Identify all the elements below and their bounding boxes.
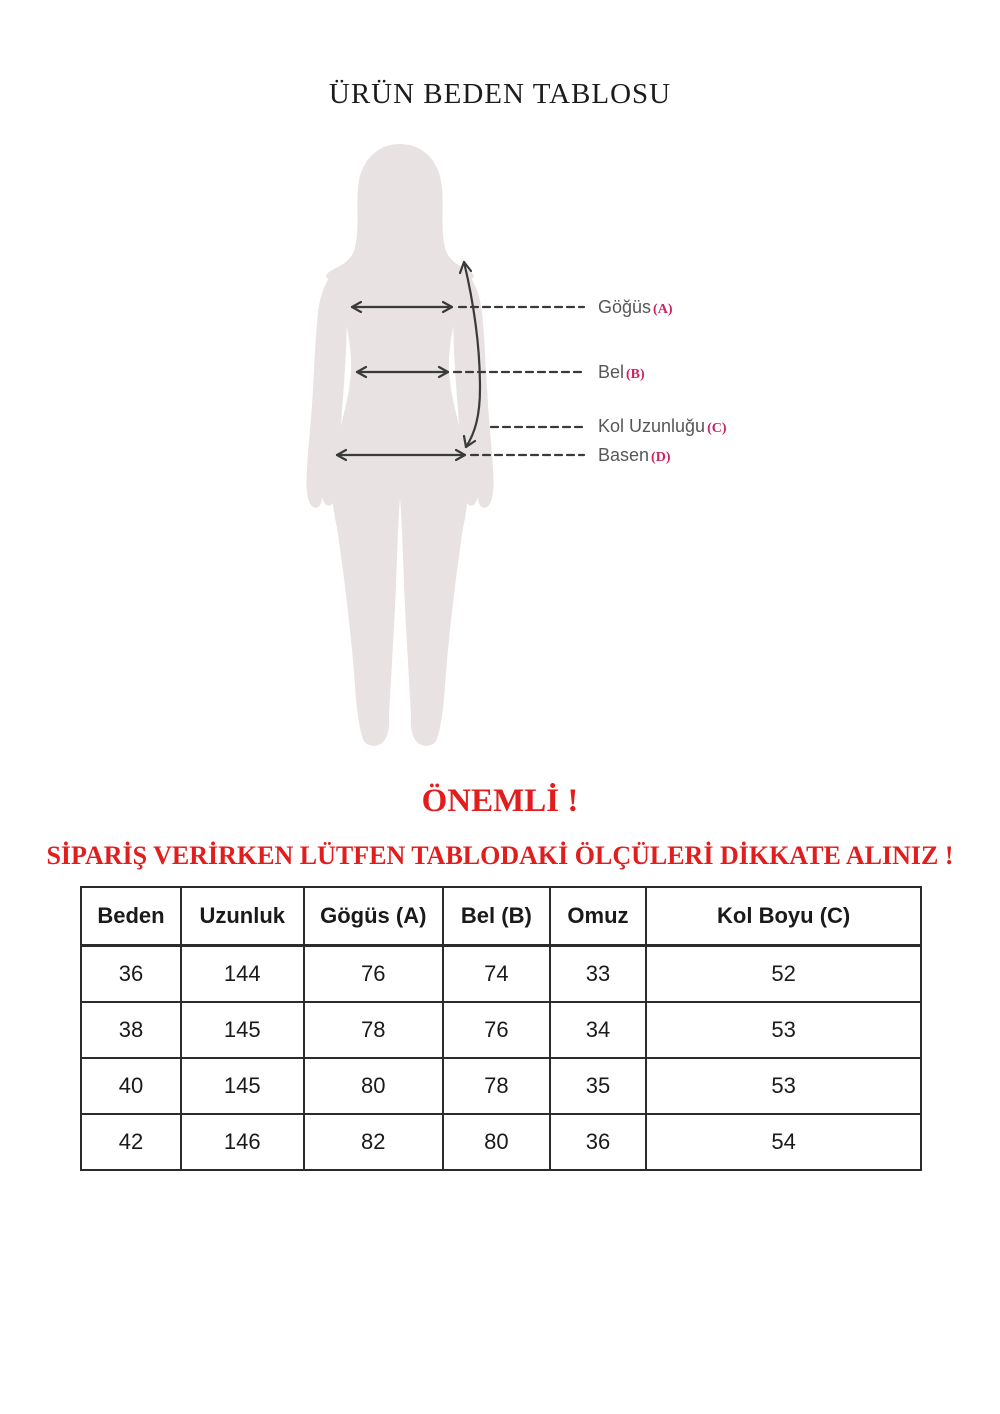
cell-beden: 40 [81, 1058, 181, 1114]
cell-kol-boyu: 54 [646, 1114, 921, 1170]
col-header-kol-boyu: Kol Boyu (C) [646, 887, 921, 946]
cell-uzunluk: 144 [181, 946, 304, 1003]
cell-omuz: 33 [550, 946, 647, 1003]
table-row-size-42 [81, 1114, 921, 1170]
cell-gogus: 82 [304, 1114, 443, 1170]
cell-kol-boyu: 53 [646, 1058, 921, 1114]
table-header-row [81, 887, 921, 946]
cell-omuz: 34 [550, 1002, 647, 1058]
measurement-label-text: Bel [598, 362, 625, 382]
cell-omuz: 35 [550, 1058, 647, 1114]
body-silhouette [326, 144, 474, 746]
measurement-letter-a: (A) [653, 302, 673, 317]
cell-uzunluk: 145 [181, 1002, 304, 1058]
cell-uzunluk: 145 [181, 1058, 304, 1114]
col-header-beden: Beden [81, 887, 181, 946]
warning-title: ÖNEMLİ ! [421, 783, 579, 819]
size-table [80, 886, 922, 1171]
warning-subtitle: SİPARİŞ VERİRKEN LÜTFEN TABLODAKİ ÖLÇÜLERİ DİKKATE ALINIZ ! [46, 841, 954, 870]
col-header-bel: Bel (B) [443, 887, 550, 946]
measurement-label-text: Basen [598, 445, 650, 465]
measurement-letter-b: (B) [626, 367, 645, 382]
measurement-label-kol-uzunlugu [598, 414, 727, 438]
body-silhouette-graphic [290, 135, 745, 765]
cell-uzunluk: 146 [181, 1114, 304, 1170]
page-title: ÜRÜN BEDEN TABLOSU [328, 78, 672, 110]
cell-kol-boyu: 52 [646, 946, 921, 1003]
cell-gogus: 76 [304, 946, 443, 1003]
measurement-label-text: Göğüs [598, 297, 652, 317]
cell-beden: 42 [81, 1114, 181, 1170]
col-header-omuz: Omuz [550, 887, 647, 946]
cell-beden: 38 [81, 1002, 181, 1058]
measurement-label-gogus [598, 295, 672, 319]
cell-kol-boyu: 53 [646, 1002, 921, 1058]
cell-beden: 36 [81, 946, 181, 1003]
measurement-label-text: Kol Uzunluğu [598, 416, 706, 436]
measurement-letter-c: (C) [707, 421, 727, 436]
cell-bel: 80 [443, 1114, 550, 1170]
cell-bel: 74 [443, 946, 550, 1003]
cell-gogus: 78 [304, 1002, 443, 1058]
col-header-uzunluk: Uzunluk [181, 887, 304, 946]
measurement-letter-d: (D) [651, 450, 671, 465]
col-header-gogus: Gögüs (A) [304, 887, 443, 946]
cell-omuz: 36 [550, 1114, 647, 1170]
cell-gogus: 80 [304, 1058, 443, 1114]
table-row-size-36 [81, 946, 921, 1003]
measurement-label-basen [598, 443, 670, 467]
measurement-label-bel [598, 360, 645, 384]
table-row-size-38 [81, 1002, 921, 1058]
cell-bel: 76 [443, 1002, 550, 1058]
cell-bel: 78 [443, 1058, 550, 1114]
table-row-size-40 [81, 1058, 921, 1114]
